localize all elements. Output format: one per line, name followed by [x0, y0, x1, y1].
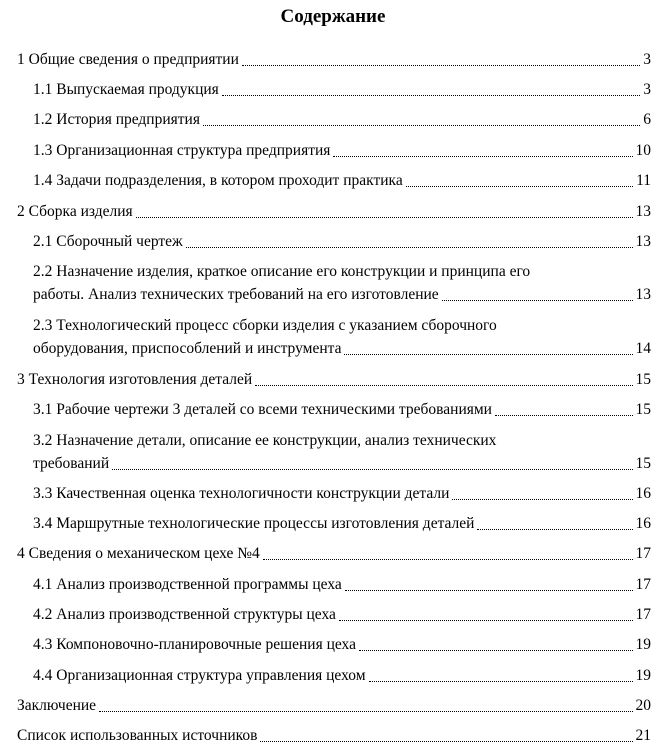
toc-page-number: 3 — [643, 51, 651, 68]
toc-entry-text: 4.2 Анализ производственной структуры цеха — [33, 606, 336, 623]
toc-entry-text: 1.1 Выпускаемая продукция — [33, 81, 219, 98]
toc-entry-text: 3.4 Маршрутные технологические процессы изготовления деталей — [33, 515, 475, 532]
page-title: Содержание — [280, 6, 386, 27]
leader-dots — [242, 65, 640, 66]
leader-dots — [345, 590, 633, 591]
leader-dots — [255, 385, 632, 386]
toc-page-number: 13 — [635, 203, 651, 220]
toc-page-number: 14 — [635, 340, 651, 357]
toc-entry[interactable] — [33, 633, 651, 656]
toc-entry-text: Список использованных источников — [17, 727, 258, 744]
toc-entry[interactable] — [17, 542, 651, 565]
toc-page-number: 15 — [635, 455, 651, 472]
toc-entry[interactable] — [33, 139, 651, 162]
toc-entry[interactable] — [33, 482, 651, 505]
toc-page-number: 21 — [635, 727, 651, 744]
toc-page-number: 13 — [635, 286, 651, 303]
toc-entry-text: Заключение — [17, 697, 97, 714]
leader-dots — [452, 499, 632, 500]
leader-dots — [99, 711, 632, 712]
toc-page-number: 3 — [643, 81, 651, 98]
leader-dots — [339, 620, 633, 621]
toc-entry-text: 4.4 Организационная структура управления цехом — [33, 667, 366, 684]
toc-entry[interactable] — [33, 573, 651, 596]
toc-entry-text-continued: оборудования, приспособлений и инструмента — [33, 340, 342, 357]
leader-dots — [203, 125, 640, 126]
toc-page-number: 11 — [636, 172, 651, 189]
toc-entry[interactable] — [33, 108, 651, 131]
toc-page-number: 10 — [635, 142, 651, 159]
leader-dots — [406, 186, 633, 187]
toc-entry-text: 4.3 Компоновочно-планировочные решения цеха — [33, 636, 356, 653]
toc-entry-text: 2 Сборка изделия — [17, 203, 133, 220]
toc-page-number: 17 — [635, 576, 651, 593]
toc-page-number: 15 — [635, 371, 651, 388]
toc-entry[interactable] — [33, 314, 651, 360]
toc-page-number: 16 — [635, 485, 651, 502]
toc-entry-text-continued: работы. Анализ технических требований на его изготовление — [33, 286, 439, 303]
toc-page-number: 16 — [635, 515, 651, 532]
leader-dots — [442, 300, 633, 301]
toc-page-number: 19 — [635, 636, 651, 653]
toc-entry-text: 2.3 Технологический процесс сборки изделия с указанием сборочного — [33, 317, 497, 334]
toc-entry[interactable] — [33, 512, 651, 535]
toc-entry-text: 4.1 Анализ производственной программы цеха — [33, 576, 342, 593]
toc-entry[interactable] — [17, 368, 651, 391]
toc-entry-text: 1.4 Задачи подразделения, в котором проходит практика — [33, 172, 403, 189]
leader-dots — [477, 529, 632, 530]
toc-entry-text: 3.2 Назначение детали, описание ее конструкции, анализ технических — [33, 432, 497, 449]
toc-entry[interactable] — [17, 48, 651, 71]
leader-dots — [359, 650, 633, 651]
toc-page-number: 17 — [635, 545, 651, 562]
leader-dots — [263, 559, 633, 560]
leader-dots — [136, 217, 633, 218]
toc-entry-text-continued: требований — [33, 455, 110, 472]
toc-entry[interactable] — [33, 603, 651, 626]
leader-dots — [344, 354, 632, 355]
leader-dots — [112, 469, 632, 470]
toc-entry[interactable] — [33, 78, 651, 101]
toc-entry-text: 2.1 Сборочный чертеж — [33, 233, 183, 250]
leader-dots — [333, 156, 632, 157]
leader-dots — [186, 247, 633, 248]
toc-entry-text: 3.3 Качественная оценка технологичности конструкции детали — [33, 485, 450, 502]
toc-entry-text: 3.1 Рабочие чертежи 3 деталей со всеми техническими требованиями — [33, 401, 492, 418]
toc-entry-text: 2.2 Назначение изделия, краткое описание его конструкции и принципа его — [33, 263, 531, 280]
toc-entry[interactable] — [33, 398, 651, 421]
toc-entry-text: 4 Сведения о механическом цехе №4 — [17, 545, 260, 562]
toc-entry[interactable] — [33, 169, 651, 192]
toc-page-number: 15 — [635, 401, 651, 418]
leader-dots — [222, 95, 640, 96]
toc-page-number: 19 — [635, 667, 651, 684]
toc-page-number: 20 — [635, 697, 651, 714]
toc-entry-text: 3 Технология изготовления деталей — [17, 371, 253, 388]
toc-entry[interactable] — [17, 724, 651, 747]
leader-dots — [260, 741, 632, 742]
toc-entry[interactable] — [17, 200, 651, 223]
toc-entry-text: 1 Общие сведения о предприятии — [17, 51, 239, 68]
leader-dots — [369, 681, 633, 682]
toc-entry[interactable] — [33, 230, 651, 253]
toc-entry[interactable] — [17, 694, 651, 717]
leader-dots — [495, 415, 633, 416]
toc-entry-text: 1.2 История предприятия — [33, 111, 200, 128]
toc-page-number: 17 — [635, 606, 651, 623]
toc-entry-text: 1.3 Организационная структура предприятия — [33, 142, 331, 159]
toc-entry[interactable] — [33, 664, 651, 687]
toc-entry[interactable] — [33, 429, 651, 475]
toc-page-number: 13 — [635, 233, 651, 250]
toc-entry[interactable] — [33, 260, 651, 306]
toc-page-number: 6 — [643, 111, 651, 128]
